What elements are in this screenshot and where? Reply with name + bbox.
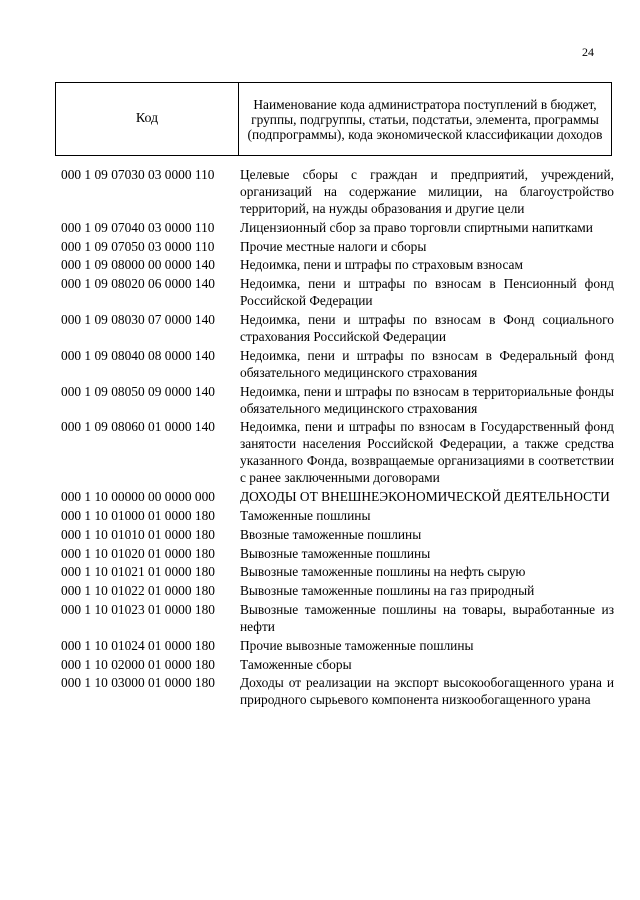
- row-description: Недоимка, пени и штрафы по взносам в Пенсионный фонд Российской Федерации: [240, 276, 614, 309]
- table-row: [61, 637, 614, 654]
- row-code: 000 1 09 08030 07 0000 140: [61, 311, 215, 327]
- row-code: 000 1 10 00000 00 0000 000: [61, 489, 215, 505]
- table-row: [61, 563, 614, 580]
- row-description: Лицензионный сбор за право торговли спиртными напитками: [240, 219, 593, 235]
- row-description: Недоимка, пени и штрафы по взносам в Федеральный фонд обязательного медицинского страхования: [240, 347, 614, 380]
- row-code: 000 1 10 01010 01 0000 180: [61, 526, 215, 542]
- table-row: [61, 256, 614, 273]
- row-code: 000 1 10 02000 01 0000 180: [61, 656, 215, 672]
- table-row: [61, 488, 614, 505]
- row-code: 000 1 10 01022 01 0000 180: [61, 583, 215, 599]
- row-description: Прочие местные налоги и сборы: [240, 238, 427, 254]
- table-row: [61, 166, 614, 217]
- table-row: [61, 347, 614, 381]
- table-row: [61, 219, 614, 236]
- row-description: Доходы от реализации на экспорт высокообогащенного урана и природного сырьевого компонента низкообогащенного урана: [240, 675, 614, 708]
- table-row: [61, 275, 614, 309]
- row-description: Вывозные таможенные пошлины на нефть сырую: [240, 564, 526, 580]
- row-description: Таможенные сборы: [240, 656, 352, 672]
- header-code-cell: Код: [56, 83, 239, 155]
- header-name-cell: Наименование кода администратора поступлений в бюджет, группы, подгруппы, статьи, подстатьи, элемента, программы (подпрограммы), кода экономической классификации доходов: [247, 96, 603, 142]
- table-row: [61, 311, 614, 345]
- row-code: 000 1 09 08020 06 0000 140: [61, 276, 215, 292]
- row-code: 000 1 10 01000 01 0000 180: [61, 507, 215, 523]
- row-code: 000 1 09 08050 09 0000 140: [61, 383, 215, 399]
- classification-list: [61, 166, 614, 708]
- row-description: Вывозные таможенные пошлины на газ природный: [240, 583, 535, 599]
- table-row: [61, 383, 614, 417]
- row-code: 000 1 09 07040 03 0000 110: [61, 219, 215, 235]
- table-row: [61, 507, 614, 524]
- row-description: Вывозные таможенные пошлины на товары, выработанные из нефти: [240, 601, 614, 634]
- table-row: [61, 545, 614, 562]
- row-code: 000 1 09 07050 03 0000 110: [61, 238, 215, 254]
- row-description: Прочие вывозные таможенные пошлины: [240, 637, 474, 653]
- row-code: 000 1 09 08060 01 0000 140: [61, 419, 215, 435]
- row-description: Таможенные пошлины: [240, 507, 371, 523]
- table-row: [61, 238, 614, 255]
- row-description: Целевые сборы с граждан и предприятий, учреждений, организаций на содержание милиции, на благоустройство территорий, на нужды образования и другие цели: [240, 167, 614, 216]
- page-number: 24: [582, 45, 594, 59]
- row-description: Недоимка, пени и штрафы по взносам в территориальные фонды обязательного медицинского страхования: [240, 383, 614, 416]
- row-code: 000 1 09 07030 03 0000 110: [61, 167, 215, 182]
- row-code: 000 1 10 01020 01 0000 180: [61, 545, 215, 561]
- row-code: 000 1 09 08000 00 0000 140: [61, 257, 215, 273]
- row-description: Вывозные таможенные пошлины: [240, 545, 431, 561]
- row-code: 000 1 10 01021 01 0000 180: [61, 564, 215, 580]
- table-row: [61, 601, 614, 635]
- row-code: 000 1 09 08040 08 0000 140: [61, 347, 215, 363]
- row-description: Ввозные таможенные пошлины: [240, 526, 422, 542]
- row-description: ДОХОДЫ ОТ ВНЕШНЕЭКОНОМИЧЕСКОЙ ДЕЯТЕЛЬНОСТИ: [240, 489, 610, 505]
- row-code: 000 1 10 03000 01 0000 180: [61, 675, 215, 691]
- table-row: [61, 656, 614, 673]
- row-code: 000 1 10 01023 01 0000 180: [61, 601, 215, 617]
- row-code: 000 1 10 01024 01 0000 180: [61, 637, 215, 653]
- row-description: Недоимка, пени и штрафы по взносам в Фонд социального страхования Российской Федерации: [240, 311, 614, 344]
- row-description: Недоимка, пени и штрафы по страховым взносам: [240, 257, 523, 273]
- table-row: [61, 418, 614, 486]
- table-row: [61, 674, 614, 708]
- table-header: [55, 82, 612, 156]
- table-row: [61, 526, 614, 543]
- row-description: Недоимка, пени и штрафы по взносам в Государственный фонд занятости населения Российской Федерации, а также средства указанного Фонда, возвращаемые организациями в соответствии с ранее заключенными договорами: [240, 419, 614, 486]
- table-row: [61, 582, 614, 599]
